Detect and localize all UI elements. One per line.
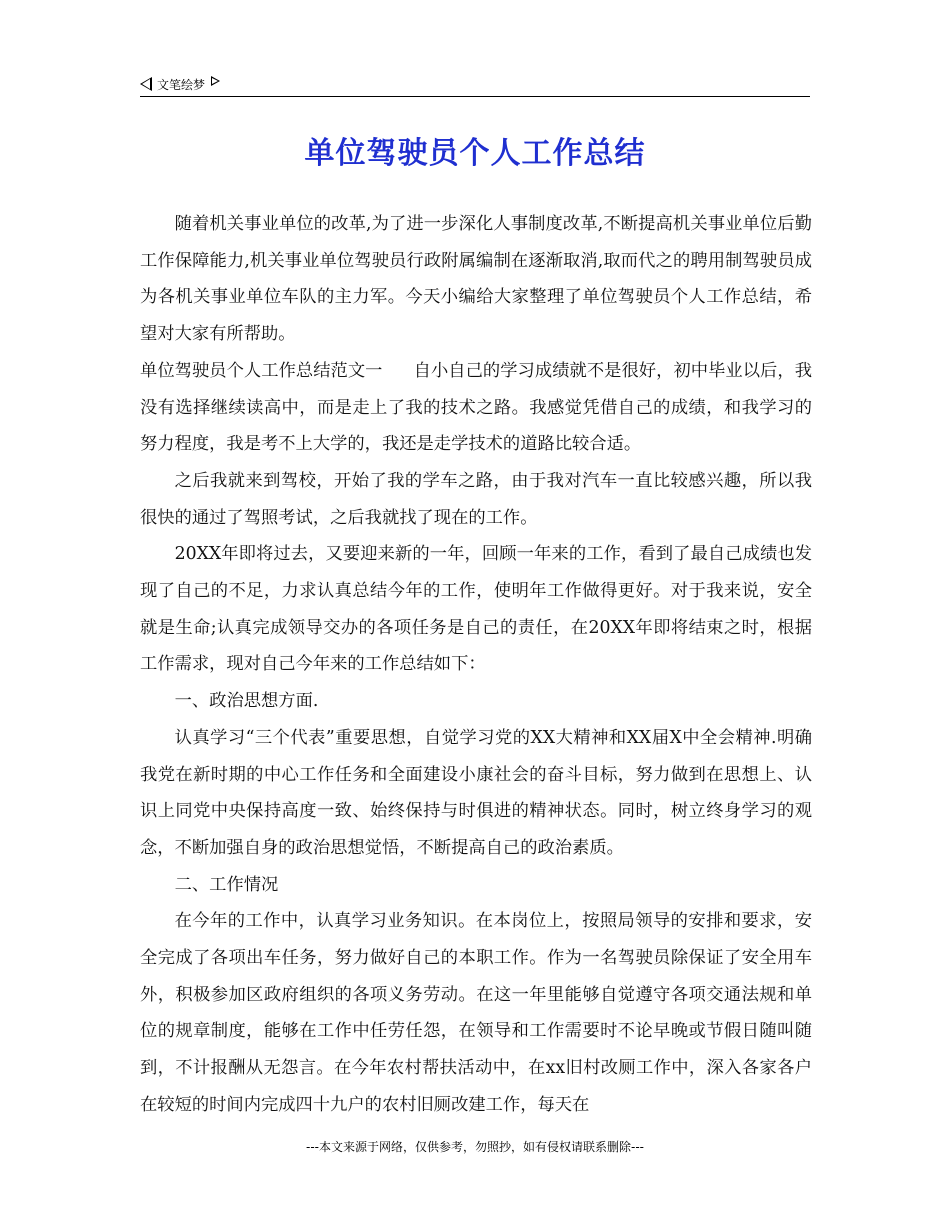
page-header: [140, 72, 810, 97]
left-triangle-icon: [140, 77, 152, 91]
right-triangle-icon: [211, 76, 220, 86]
document-body: [140, 206, 812, 1124]
paragraph-intro: 随着机关事业单位的改革,为了进一步深化人事制度改革,不断提高机关事业单位后勤工作保障能力,机关事业单位驾驶员行政附属编制在逐渐取消,取而代之的聘用制驾驶员成为各机关事业单位车队的主力军。今天小编给大家整理了单位驾驶员个人工作总结，希望对大家有所帮助。: [140, 214, 812, 345]
heading-work: 二、工作情况: [174, 874, 279, 895]
paragraph-sample-one-text: 自小自己的学习成绩就不是很好，初中毕业以后，我没有选择继续读高中，而是走上了我的技术之路。我感觉凭借自己的成绩，和我学习的努力程度，我是考不上大学的，我还是走学技术的道路比较合适。: [140, 360, 812, 455]
header-brand: 文笔绘梦: [157, 77, 206, 92]
page-footer: ---本文来源于网络，仅供参考，勿照抄，如有侵权请联系删除---: [306, 1140, 644, 1154]
paragraph-work: 在今年的工作中，认真学习业务知识。在本岗位上，按照局领导的安排和要求，安全完成了各项出车任务，努力做好自己的本职工作。作为一名驾驶员除保证了安全用车外，积极参加区政府组织的各项义务劳动。在这一年里能够自觉遵守各项交通法规和单位的规章制度，能够在工作中任劳任怨，在领导和工作需要时不论早晚或节假日随叫随到，不计报酬从无怨言。在今年农村帮扶活动中，在xx旧村改厕工作中，深入各家各户在较短的时间内完成四十九户的农村旧厕改建工作，每天在: [140, 911, 812, 1115]
heading-political: 一、政治思想方面.: [174, 691, 319, 712]
paragraph-driving-school: 之后我就来到驾校，开始了我的学车之路，由于我对汽车一直比较感兴趣，所以我很快的通过了驾照考试，之后我就找了现在的工作。: [140, 470, 812, 528]
document-title: 单位驾驶员个人工作总结: [304, 136, 646, 171]
section-subtitle: 单位驾驶员个人工作总结范文一: [140, 360, 383, 381]
paragraph-year-review: 20XX年即将过去，又要迎来新的一年，回顾一年来的工作，看到了最自己成绩也发现了自己的不足，力求认真总结今年的工作，使明年工作做得更好。对于我来说，安全就是生命;认真完成领导交办的各项任务是自己的责任，在20XX年即将结束之时，根据工作需求，现对自己今年来的工作总结如下：: [140, 544, 812, 675]
paragraph-sample-one: [140, 353, 812, 463]
paragraph-political: 认真学习“三个代表”重要思想，自觉学习党的XX大精神和XX届X中全会精神.明确我党在新时期的中心工作任务和全面建设小康社会的奋斗目标，努力做到在思想上、认识上同党中央保持高度一致、始终保持与时俱进的精神状态。同时，树立终身学习的观念，不断加强自身的政治思想觉悟，不断提高自己的政治素质。: [140, 727, 812, 858]
